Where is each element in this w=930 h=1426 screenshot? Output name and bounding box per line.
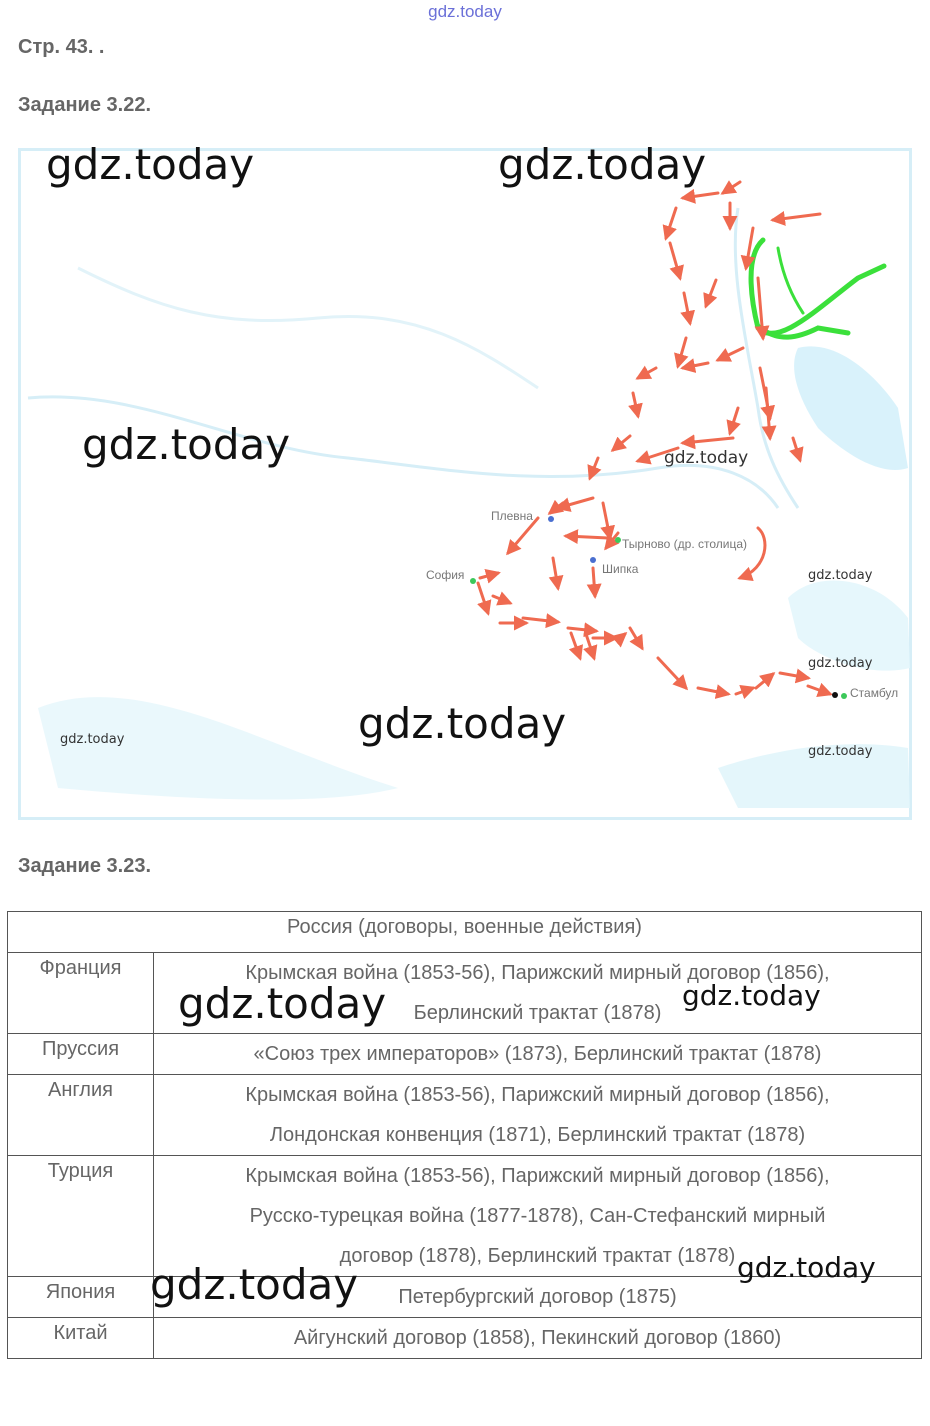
- page-reference: Стр. 43. .: [18, 36, 105, 58]
- watermark: gdz.today: [808, 656, 873, 671]
- event-line: Лондонская конвенция (1871), Берлинский трактат (1878): [269, 1124, 806, 1146]
- town-marker-shipka: [590, 557, 596, 563]
- town-label-istanbul: Стамбул: [850, 686, 899, 700]
- town-marker-tyrnovo: [615, 537, 621, 543]
- watermark: gdz.today: [46, 140, 255, 189]
- town-label-tyrnovo: Тырново (др. столица): [622, 537, 748, 551]
- table-header: Россия (договоры, военные действия): [8, 912, 922, 953]
- event-line: «Союз трех императоров» (1873), Берлинский трактат (1878): [253, 1043, 822, 1065]
- watermark: gdz.today: [498, 140, 707, 189]
- events-cell: [154, 1075, 922, 1156]
- town-label-plevna: Плевна: [491, 509, 533, 523]
- event-line: Берлинский трактат (1878): [413, 1002, 662, 1024]
- arrow: [593, 568, 595, 596]
- events-cell: [154, 1034, 922, 1075]
- event-line: Айгунский договор (1858), Пекинский договор (1860): [293, 1327, 782, 1349]
- watermark: gdz.today: [178, 979, 387, 1028]
- country-cell: Турция: [8, 1156, 154, 1277]
- event-line: Крымская война (1853-56), Парижский мирный договор (1856),: [245, 1084, 830, 1106]
- watermark: gdz.today: [682, 979, 821, 1012]
- country-cell: Франция: [8, 953, 154, 1034]
- watermark: gdz.today: [737, 1251, 876, 1284]
- table-row: [8, 1318, 922, 1359]
- town-label-shipka: Шипка: [602, 562, 639, 576]
- watermark: gdz.today: [664, 448, 749, 468]
- watermark: gdz.today: [358, 699, 567, 748]
- table-row: [8, 1034, 922, 1075]
- watermark: gdz.today: [808, 568, 873, 583]
- town-marker-istanbul-2: [841, 693, 847, 699]
- table-row: [8, 1075, 922, 1156]
- event-line: Русско-турецкая война (1877-1878), Сан-Стефанский мирный: [249, 1205, 826, 1227]
- town-marker-plevna: [548, 516, 554, 522]
- watermark: gdz.today: [150, 1260, 359, 1309]
- town-label-sofia: София: [426, 568, 465, 582]
- watermark: gdz.today: [82, 420, 291, 469]
- country-cell: Китай: [8, 1318, 154, 1359]
- town-marker-istanbul: [832, 692, 838, 698]
- event-line: Петербургский договор (1875): [398, 1286, 677, 1308]
- event-line: договор (1878), Берлинский трактат (1878): [339, 1245, 736, 1267]
- site-watermark-top: gdz.today: [428, 2, 502, 21]
- task-323-heading: Задание 3.23.: [18, 855, 152, 877]
- country-cell: Япония: [8, 1277, 154, 1318]
- watermark: gdz.today: [60, 732, 125, 747]
- country-cell: Пруссия: [8, 1034, 154, 1075]
- table-header-row: [8, 912, 922, 953]
- country-cell: Англия: [8, 1075, 154, 1156]
- watermark: gdz.today: [808, 744, 873, 759]
- event-line: Крымская война (1853-56), Парижский мирный договор (1856),: [245, 962, 830, 984]
- event-line: Крымская война (1853-56), Парижский мирный договор (1856),: [245, 1165, 830, 1187]
- events-cell: [154, 1318, 922, 1359]
- arrow: [566, 536, 608, 538]
- task-322-heading: Задание 3.22.: [18, 94, 152, 116]
- town-marker-sofia: [470, 578, 476, 584]
